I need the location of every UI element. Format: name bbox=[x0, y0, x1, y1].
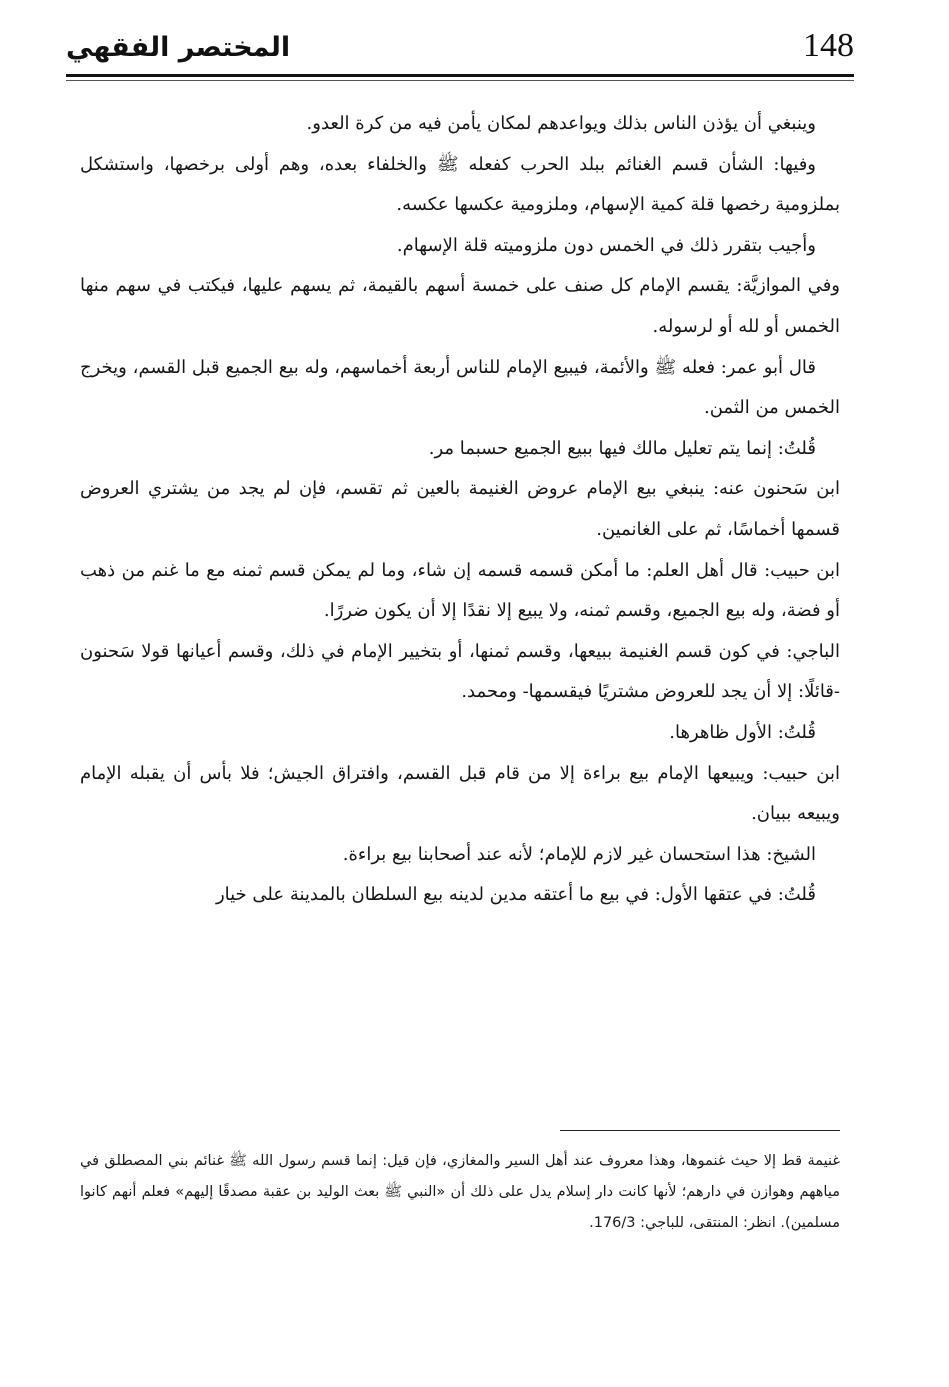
paragraph: الشيخ: هذا استحسان غير لازم للإمام؛ لأنه عند أصحابنا بيع براءة. bbox=[342, 843, 816, 865]
paragraph: ابن حبيب: ويبيعها الإمام بيع براءة إلا من قام قبل القسم، وافتراق الجيش؛ فلا بأس أن يقبله الإمام ويبيعه ببيان. bbox=[80, 762, 840, 825]
paragraph: وينبغي أن يؤذن الناس بذلك ويواعدهم لمكان يأمن فيه من كرة العدو. bbox=[306, 113, 816, 134]
running-title: المختصر الفقهي bbox=[66, 32, 291, 63]
paragraph: وأجيب بتقرر ذلك في الخمس دون ملزوميته قلة الإسهام. bbox=[396, 234, 816, 256]
header-rule bbox=[66, 74, 854, 77]
page-header bbox=[66, 24, 854, 76]
paragraph: قُلتُ: إنما يتم تعليل مالك فيها ببيع الجميع حسبما مر. bbox=[428, 437, 816, 459]
paragraph: قال أبو عمر: فعله ﷺ والأئمة، فيبيع الإمام للناس أربعة أخماسهم، وله بيع الجميع قبل القسم، ويخرج الخمس من الثمن. bbox=[80, 356, 840, 419]
paragraph: وفي الموازيَّة: يقسم الإمام كل صنف على خمسة أسهم بالقيمة، ثم يسهم عليها، فيكتب في سهم منها الخمس أو لله أو لرسوله. bbox=[80, 275, 840, 337]
paragraph: قُلتُ: في عتقها الأول: في بيع ما أعتقه مدين لدينه بيع السلطان بالمدينة على خيار bbox=[215, 884, 816, 906]
footnote-rule bbox=[560, 1130, 840, 1131]
main-text bbox=[80, 104, 840, 916]
header-rule-thin bbox=[66, 80, 854, 81]
footnote-text: غنيمة قط إلا حيث غنموها، وهذا معروف عند أهل السير والمغازي، فإن قيل: إنما قسم رسول الله ﷺ غنائم بني المصطلق في مياههم وهوازن في دارهم؛ لأنها كانت دار إسلام يدل على ذلك أن «النبي ﷺ بعث الوليد بن عقبة مصدقًا إليهم» فعلم أنهم كانوا مسلمين). انظر: المنتقى، للباجي: 176/3. bbox=[80, 1153, 840, 1231]
page-number: 148 bbox=[803, 27, 854, 64]
paragraph: ابن حبيب: قال أهل العلم: ما أمكن قسمه قسمه إن شاء، وما لم يمكن قسم ثمنه مع ما غنم من ذهب أو فضة، وله بيع الجميع، وقسم ثمنه، ولا يبيع إلا نقدًا إلا أن يكون ضررًا. bbox=[80, 559, 840, 622]
paragraph: قُلتُ: الأول ظاهرها. bbox=[669, 721, 816, 743]
paragraph: وفيها: الشأن قسم الغنائم ببلد الحرب كفعله ﷺ والخلفاء بعده، وهم أولى برخصها، واستشكل بملزومية رخصها قلة كمية الإسهام، وملزومية عكسها عكسه. bbox=[80, 153, 840, 216]
paragraph: الباجي: في كون قسم الغنيمة ببيعها، وقسم ثمنها، أو بتخيير الإمام في ذلك، وقسم أعيانها قولا سَحنون -قائلًا: إلا أن يجد للعروض مشتريًا فيقسمها- ومحمد. bbox=[80, 640, 840, 703]
footnote bbox=[80, 1146, 840, 1239]
paragraph: ابن سَحنون عنه: ينبغي بيع الإمام عروض الغنيمة بالعين ثم تقسم، فإن لم يجد من يشتري العروض قسمها أخماسًا، ثم على الغانمين. bbox=[80, 478, 840, 540]
